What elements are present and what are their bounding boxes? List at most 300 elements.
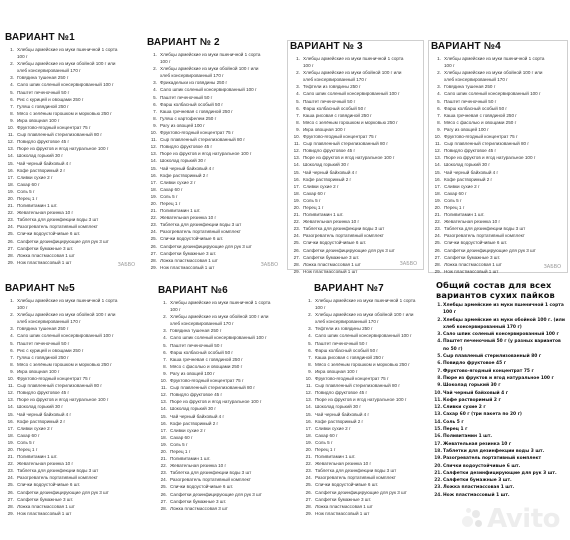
list-item	[2, 439, 141, 446]
item-text: Паштет печеночный 50 г	[17, 89, 70, 95]
item-number: 12.	[293, 148, 300, 154]
list-item	[300, 474, 428, 481]
item-number: 25.	[293, 240, 300, 246]
item-text: Соль 5 г	[303, 197, 321, 203]
item-text: 100 г	[170, 307, 181, 313]
list-item	[429, 126, 567, 133]
item-number: 25.	[160, 484, 167, 490]
list-item	[155, 320, 294, 327]
item-text: Сливки сухие 2 г	[17, 174, 53, 180]
item-text: Пюре из фруктов и ягод натуральное 100 г	[315, 397, 407, 403]
list-item	[429, 225, 567, 232]
list-item	[155, 327, 294, 334]
item-number: 19.	[7, 188, 14, 194]
item-number: 26.	[7, 489, 14, 495]
item-number: 17.	[434, 441, 442, 447]
list-item	[429, 62, 567, 69]
variant-7-card	[300, 283, 428, 519]
item-text: Жевательная резинка 10 г	[303, 219, 360, 225]
item-text: Хлебцы армейские из муки пшеничной 1 сорта	[444, 56, 545, 61]
item-number: 12.	[305, 390, 312, 396]
item-text: Говядина тушеная 250 г	[444, 84, 496, 90]
item-text: хлеб консервированный 170 г	[160, 73, 224, 79]
item-number: 1.	[308, 298, 312, 303]
item-text: Соль 5 г	[160, 193, 178, 199]
item-number: 13.	[160, 399, 167, 405]
item-text: Спички водоустойчивые 6 шт.	[17, 482, 81, 488]
item-number: 22.	[434, 219, 441, 225]
item-number: 6.	[10, 96, 14, 102]
item-text: Кофе растворимый 2 г	[315, 418, 364, 424]
item-number: 23.	[434, 485, 442, 491]
item-number: 1.	[296, 56, 300, 61]
item-text: Паштет печеночный 50 г (у разных вариантов	[443, 339, 561, 345]
item-text: Хлебцы армейские из муки пшеничной 1 сорта	[17, 47, 118, 52]
item-text: Перец 1 г	[17, 195, 38, 201]
item-number: 28.	[160, 505, 167, 511]
list-item	[145, 72, 284, 79]
item-text: Сливки сухие 2 г	[303, 183, 339, 189]
list-item	[429, 204, 567, 211]
item-number: 8.	[10, 110, 14, 116]
item-number: 3.	[153, 80, 157, 86]
item-text: Сыр плавленный стерилизованный 80 г	[17, 383, 103, 389]
item-text: Фруктово-ягодный концентрат 75 г	[315, 376, 389, 382]
item-number: 29.	[434, 268, 441, 274]
list-item	[288, 55, 423, 62]
list-item	[155, 370, 294, 377]
list-item	[300, 361, 428, 368]
item-text: хлеб консервированный 170 г	[315, 319, 379, 325]
variant-4-list	[429, 55, 567, 275]
item-number: 12.	[7, 390, 14, 396]
item-text: Повидло фруктовое 45 г	[17, 390, 70, 396]
item-text: Таблетка для дезинфекции воды 3 шт	[17, 468, 99, 474]
list-item	[155, 434, 294, 441]
list-item	[145, 143, 284, 150]
item-text: Ложка пластмассовая 1 шт.	[443, 485, 515, 491]
variant-2-list	[145, 51, 284, 271]
list-item	[155, 455, 294, 462]
item-text: Ложка пластмассовая 1 шт	[444, 261, 502, 267]
item-text: Фруктово-ягодный концентрат 75 г	[160, 130, 234, 136]
item-number: 16.	[7, 167, 14, 173]
item-text: Сыр плавленный стерилизованный 80 г	[170, 385, 256, 391]
item-text: Паштет печеночный 50 г	[444, 98, 497, 104]
list-item	[145, 243, 284, 250]
item-number: 24.	[434, 492, 442, 498]
list-item	[155, 306, 294, 313]
list-item	[155, 377, 294, 384]
item-text: Икра овощная 100 г	[303, 126, 346, 132]
item-text: Паштет печеночный 50 г	[170, 342, 223, 348]
item-number: 20.	[434, 204, 441, 210]
item-number	[2, 318, 14, 325]
item-number: 18.	[305, 432, 312, 438]
item-number: 14.	[293, 162, 300, 168]
item-text: Фруктово-ягодный концентрат 75 г	[170, 378, 244, 384]
list-item	[145, 235, 284, 242]
item-number: 14.	[434, 162, 441, 168]
list-item	[2, 110, 141, 117]
avito-watermark-text: Avito	[487, 504, 560, 534]
item-text: Ложка пластмассовая 1 шт	[17, 503, 75, 509]
list-item	[300, 489, 428, 496]
item-text: Мясо с зелёным горошком и морковью 250 г	[315, 361, 410, 367]
list-item	[155, 384, 294, 391]
list-item	[288, 62, 423, 69]
item-text: хлеб консервированный 170 г	[17, 319, 81, 325]
item-number: 21.	[305, 454, 312, 460]
list-item	[2, 382, 141, 389]
item-number: 19.	[434, 456, 442, 462]
variant-2-title: ВАРИАНТ № 2	[147, 37, 220, 48]
item-text: Поливитамин 1 шт.	[17, 203, 58, 209]
item-number: 5.	[296, 98, 300, 104]
item-text: Кофе растворимый 2 г	[17, 167, 66, 173]
item-text: Шоколад горький 30 г	[303, 162, 350, 168]
item-number: 4.	[153, 87, 157, 93]
item-number: 23.	[305, 468, 312, 474]
item-text: Чай черный байховый 4 г	[170, 413, 225, 419]
list-item	[288, 105, 423, 112]
list-item	[145, 79, 284, 86]
item-number: 19.	[305, 439, 312, 445]
list-item	[429, 154, 567, 161]
item-number: 27.	[7, 496, 14, 502]
item-number: 13.	[7, 397, 14, 403]
item-text: Разогреватель портативный комплект	[17, 475, 98, 481]
item-text: Салфетки бумажные 3 шт.	[160, 250, 217, 256]
item-text: Спички водоустойчивые 6 шт.	[303, 240, 367, 246]
list-item	[2, 467, 141, 474]
list-item	[2, 446, 141, 453]
item-number: 15.	[160, 413, 167, 419]
item-text: Поливитамин 1 шт.	[443, 434, 493, 440]
item-number: 24.	[434, 233, 441, 239]
item-text: Повидло фруктовое 45 г	[303, 148, 356, 154]
item-text: Сливки сухие 2 г	[170, 427, 206, 433]
item-text: Каша гречневая с говядиной 250 г	[170, 356, 243, 362]
item-text: Салфетки дезинфицирующие для рук 3 шт	[160, 243, 252, 249]
item-text: Кофе растворимый 2 г	[17, 418, 66, 424]
item-text: Фарш колбасный особый 50 г	[444, 105, 508, 111]
list-item	[2, 403, 141, 410]
item-text: Сыр плавленный стерилизованный 80 г	[303, 141, 389, 147]
list-item	[429, 176, 567, 183]
item-number	[145, 72, 157, 79]
item-text: Салфетки бумажные 3 шт.	[315, 496, 372, 502]
item-number: 20.	[434, 463, 442, 469]
item-number: 17.	[150, 179, 157, 185]
list-item	[155, 469, 294, 476]
item-number: 5.	[437, 354, 442, 360]
item-number: 26.	[160, 491, 167, 497]
list-item	[2, 89, 141, 96]
item-text: Хлебцы армейские из муки пшеничной 1 сорта	[160, 52, 261, 57]
item-text: Пюре из фруктов и ягод натуральное 100 г	[160, 151, 252, 157]
list-item	[2, 174, 141, 181]
list-item	[434, 375, 568, 382]
list-item	[2, 489, 141, 496]
list-item	[288, 69, 423, 76]
item-text: 100 г	[303, 63, 314, 69]
list-item	[300, 389, 428, 396]
item-number: 16.	[7, 418, 14, 424]
item-number	[434, 346, 442, 353]
list-item	[434, 360, 568, 367]
item-text: Шоколад горький 30 г	[17, 404, 64, 410]
list-item	[434, 368, 568, 375]
item-number: 2.	[10, 312, 14, 318]
list-item	[429, 55, 567, 62]
item-number: 14.	[7, 153, 14, 159]
item-number: 11.	[7, 383, 14, 389]
item-text: Поливитамин 1 шт.	[315, 454, 356, 460]
item-text: Сахар 60 г	[315, 432, 338, 438]
list-item	[434, 463, 568, 470]
item-number: 1.	[153, 52, 157, 57]
list-item	[155, 405, 294, 412]
item-number: 22.	[7, 210, 14, 216]
item-number: 29.	[305, 510, 312, 516]
item-number: 14.	[150, 158, 157, 164]
item-number: 27.	[305, 496, 312, 502]
list-item	[2, 46, 141, 53]
list-item	[429, 76, 567, 83]
item-text: Сало шпик соленый консервированный 100 г	[160, 87, 257, 93]
item-text: Тефтели из говядины 250 г	[315, 326, 373, 332]
list-item	[429, 211, 567, 218]
item-number: 1.	[437, 56, 441, 61]
list-item	[288, 247, 423, 254]
item-number	[300, 318, 312, 325]
list-item	[2, 354, 141, 361]
item-number: 10.	[7, 125, 14, 131]
item-number: 21.	[434, 212, 441, 218]
list-item	[145, 186, 284, 193]
list-item	[155, 356, 294, 363]
item-text: Шоколад горький 30 г	[315, 404, 362, 410]
item-text: Хлебцы армейские из муки обойной 100 г. (или	[443, 317, 565, 323]
item-number: 11.	[150, 137, 157, 143]
item-text: Поливитамин 1 шт.	[170, 456, 211, 462]
item-number: 22.	[160, 463, 167, 469]
variant-5-title: ВАРИАНТ №5	[5, 283, 75, 294]
item-text: Пюре из фруктов и ягод натуральное 100 г	[303, 155, 395, 161]
list-item	[429, 254, 567, 261]
item-text: 100 г	[160, 59, 171, 65]
item-text: Кофе растворимый 2 г	[303, 176, 352, 182]
item-text: Жевательная резинка 10 г	[444, 219, 501, 225]
item-number: 24.	[305, 475, 312, 481]
variant-6-card	[155, 285, 294, 519]
item-number: 19.	[7, 439, 14, 445]
list-item	[429, 190, 567, 197]
list-item	[155, 483, 294, 490]
list-item	[300, 332, 428, 339]
list-item	[434, 455, 568, 462]
item-number: 5.	[153, 94, 157, 100]
item-number: 25.	[150, 236, 157, 242]
list-item	[429, 218, 567, 225]
item-text: Фарш колбасный особый 50 г	[160, 101, 224, 107]
list-item	[288, 176, 423, 183]
variant-3-list	[288, 55, 423, 275]
list-item	[300, 439, 428, 446]
list-item	[155, 448, 294, 455]
list-item	[2, 138, 141, 145]
list-item	[300, 503, 428, 510]
item-text: Тефтели из говядины 250 г	[303, 84, 361, 90]
item-text: Салфетки дезинфицирующие для рук 3 шт	[17, 238, 109, 244]
item-text: Салфетки бумажные 3 шт.	[443, 478, 512, 484]
item-number: 1.	[10, 47, 14, 52]
item-text: Сливки сухие 2 г	[17, 425, 53, 431]
item-number: 7.	[10, 354, 14, 360]
item-number: 10.	[434, 390, 442, 396]
item-text: Икра овощная 100 г	[315, 368, 358, 374]
item-number: 15.	[305, 411, 312, 417]
item-text: Икра овощная 100 г	[17, 368, 60, 374]
item-number: 13.	[434, 155, 441, 161]
item-number: 15.	[434, 169, 441, 175]
variant-7-title: ВАРИАНТ №7	[314, 283, 384, 294]
item-number: 21.	[150, 208, 157, 214]
item-text: Жевательная резинка 10 г	[315, 461, 372, 467]
item-text: Фруктово-ягодный концентрат 75 г	[444, 134, 518, 140]
item-text: 100 г	[443, 310, 456, 316]
item-number	[429, 76, 441, 83]
list-item	[434, 353, 568, 360]
item-text: Рис с курицей и овощами 250 г	[17, 347, 84, 353]
list-item	[429, 232, 567, 239]
item-number: 3.	[308, 326, 312, 332]
item-number: 2.	[308, 312, 312, 318]
list-item	[288, 169, 423, 176]
item-number: 19.	[434, 197, 441, 203]
item-number: 20.	[7, 195, 14, 201]
logo-mark: ЗАБВО	[117, 262, 135, 268]
item-text: Пюре из фруктов и ягод натуральное 100 г	[17, 146, 109, 152]
item-number: 26.	[293, 247, 300, 253]
item-text: Нож пластмассовый 1 шт	[315, 510, 370, 516]
list-item	[429, 83, 567, 90]
item-number: 20.	[160, 448, 167, 454]
item-text: Кофе растворимый 2 г	[443, 397, 501, 403]
item-text: Сливки сухие 2 г	[443, 405, 486, 411]
list-item	[2, 503, 141, 510]
item-number: 21.	[7, 203, 14, 209]
list-item	[145, 221, 284, 228]
item-text: Говядина тушеная 250 г	[17, 326, 69, 332]
item-number: 7.	[296, 112, 300, 118]
item-number: 17.	[293, 183, 300, 189]
item-text: Разогреватель портативный комплект	[303, 233, 384, 239]
item-text: Гуляш с картофелем 250 г	[160, 115, 217, 121]
item-number: 4.	[10, 333, 14, 339]
item-text: Сало шпик соленый консервированный 100 г	[315, 333, 412, 339]
item-number: 3.	[10, 75, 14, 81]
list-item	[145, 115, 284, 122]
item-number: 12.	[160, 392, 167, 398]
item-number: 7.	[308, 354, 312, 360]
list-item	[288, 126, 423, 133]
item-number	[2, 53, 14, 60]
item-text: Пюре из фруктов и ягод натуральное 100 г	[170, 399, 262, 405]
item-text: Фарш колбасный особый 50 г	[170, 349, 234, 355]
item-number: 18.	[7, 181, 14, 187]
list-item	[2, 124, 141, 131]
item-text: Салфетки дезинфицирующие для рук 3 шт	[170, 491, 262, 497]
item-text: Ложка пластмассовая 1 шт	[315, 503, 373, 509]
item-text: Салфетки дезинфицирующие для рук 3 шт	[303, 247, 395, 253]
item-text: 100 г	[444, 63, 455, 69]
item-text: Таблетка для дезинфекции воды 3 шт	[303, 226, 385, 232]
list-item	[300, 432, 428, 439]
item-number: 28.	[434, 261, 441, 267]
item-number: 21.	[7, 454, 14, 460]
item-number: 7.	[437, 368, 442, 374]
variant-5-list	[2, 297, 141, 517]
list-item	[434, 302, 568, 309]
variant-5-card	[2, 283, 141, 519]
item-text: Мясо с зелёным горошком и морковью 250 г	[17, 361, 112, 367]
list-item	[434, 404, 568, 411]
list-item	[429, 169, 567, 176]
item-text: Разогреватель портативный комплект	[444, 233, 525, 239]
list-item	[434, 309, 568, 316]
list-item	[288, 154, 423, 161]
list-item	[288, 98, 423, 105]
item-number: 28.	[7, 503, 14, 509]
list-item	[145, 65, 284, 72]
item-number: 24.	[160, 477, 167, 483]
item-number: 14.	[160, 406, 167, 412]
item-number: 23.	[150, 222, 157, 228]
list-item	[2, 216, 141, 223]
list-item	[434, 324, 568, 331]
list-item	[2, 297, 141, 304]
item-number: 11.	[7, 132, 14, 138]
item-number: 3.	[10, 326, 14, 332]
item-number: 1.	[10, 298, 14, 303]
list-item	[434, 397, 568, 404]
item-number: 29.	[150, 264, 157, 270]
list-item	[429, 183, 567, 190]
item-number: 28.	[305, 503, 312, 509]
item-number: 10.	[160, 378, 167, 384]
list-item	[2, 481, 141, 488]
item-text: Мясо с фасолью и овощами 250 г	[170, 363, 243, 369]
item-number: 3.	[437, 84, 441, 90]
item-number: 24.	[150, 229, 157, 235]
item-text: Пюре из фруктов и ягод натуральное 100 г	[17, 397, 109, 403]
list-item	[300, 453, 428, 460]
list-item	[2, 103, 141, 110]
item-number: 2.	[437, 317, 442, 323]
item-text: Поливитамин 1 шт.	[303, 212, 344, 218]
item-text: Разогреватель портативный комплект	[315, 475, 396, 481]
item-text: Сало шпик соленый консервированный 100 г	[444, 91, 541, 97]
item-text: Паштет печеночный 50 г	[303, 98, 356, 104]
item-number: 10.	[7, 376, 14, 382]
item-number: 8.	[308, 361, 312, 367]
list-item	[300, 418, 428, 425]
item-text: Соль 5 г	[444, 197, 462, 203]
list-item	[145, 193, 284, 200]
list-item	[288, 112, 423, 119]
